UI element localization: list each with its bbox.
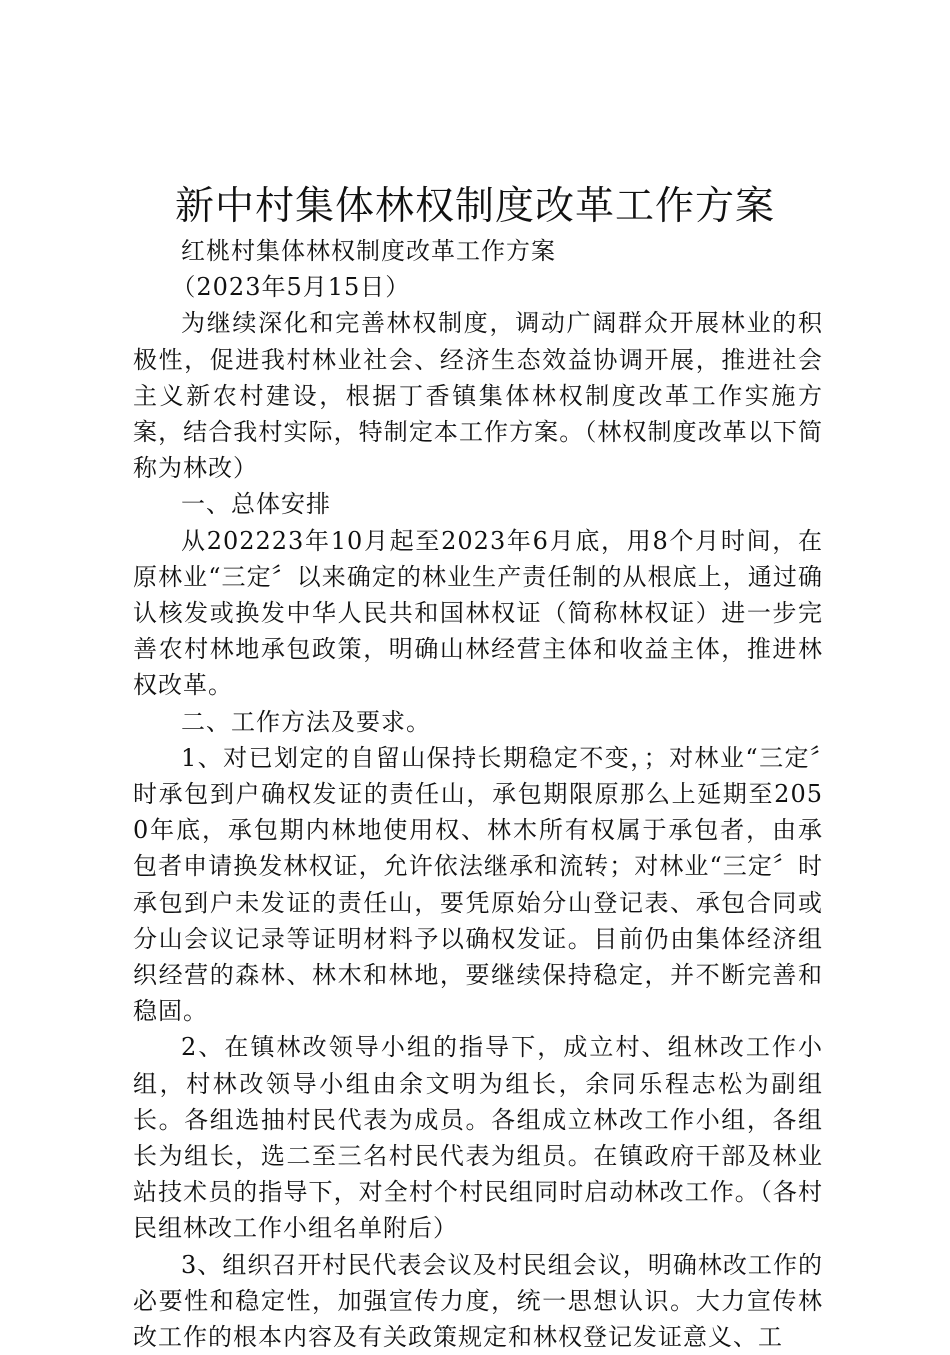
method-item-1: 1、对已划定的自留山保持长期稳定不变，；对林业“三定〞时承包到户确权发证的责任山，承包期限原那么上延期至2050年底，承包期内林地使用权、林木所有权属于承包者，由承包者申请换发林权证，允许依法继承和流转；对林业“三定〞时承包到户未发证的责任山，要凭原始分山登记表、承包合同或分山会议记录等证明材料予以确权发证。目前仍由集体经济组织经营的森林、林木和林地，要继续保持稳定，并不断完善和稳固。 [133,743,823,1026]
document-body [133,233,823,1355]
section-heading-methods: 二、工作方法及要求。 [181,707,431,736]
subtitle-paragraph: 红桃村集体林权制度改革工作方案 [181,237,556,265]
method-item-2: 2、在镇林改领导小组的指导下，成立村、组林改工作小组，村林改领导小组由余文明为组长，余同乐程志松为副组长。各组选抽村民代表为成员。各组成立林改工作小组，各组长为组长，选二至三名村民代表为组员。在镇政府干部及林业站技术员的指导下，对全村个村民组同时启动林改工作。（各村民组林改工作小组名单附后） [133,1033,823,1243]
overall-paragraph: 从202223年10月起至2023年6月底，用8个月时间，在原林业“三定〞以来确定的林业生产责任制的从根底上，通过确认核发或换发中华人民共和国林权证（简称林权证）进一步完善农村林地承包政策，明确山林经营主体和收益主体，推进林权改革。 [133,526,823,700]
intro-paragraph: 为继续深化和完善林权制度，调动广阔群众开展林业的积极性，促进我村林业社会、经济生态效益协调开展，推进社会主义新农村建设，根据丁香镇集体林权制度改革工作实施方案，结合我村实际，特制定本工作方案。（林权制度改革以下简称为林改） [133,309,823,483]
method-item-3: 3、组织召开村民代表会议及村民组会议，明确林改工作的必要性和稳定性，加强宣传力度，统一思想认识。大力宣传林改工作的根本内容及有关政策规定和林权登记发证意义、工 [133,1250,823,1352]
date-paragraph: （2023年5月15日） [171,273,411,302]
section-heading-overall: 一、总体安排 [181,490,331,519]
document-title: 新中村集体林权制度改革工作方案 [174,184,775,229]
